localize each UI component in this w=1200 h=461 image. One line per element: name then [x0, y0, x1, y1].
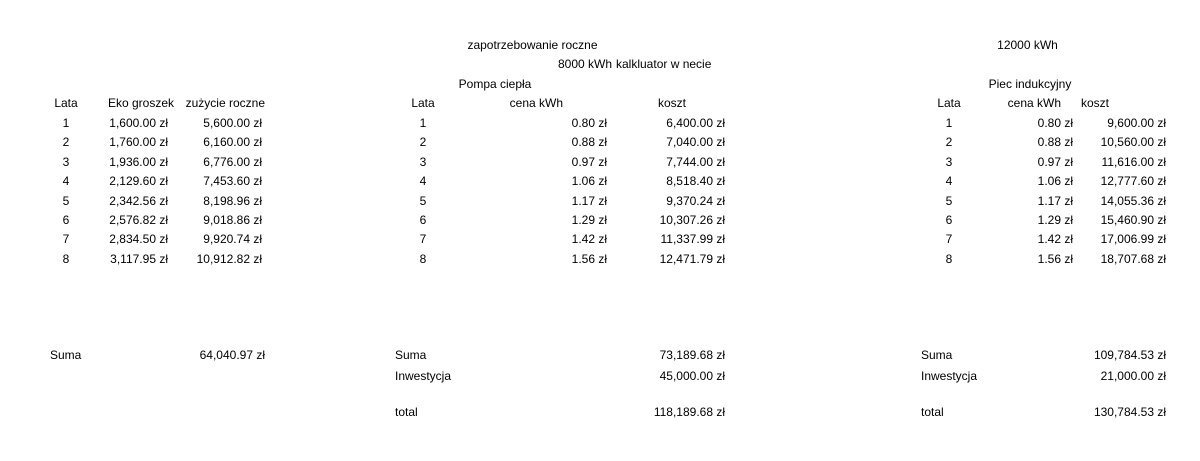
pompa-cost-cell: 12,471.79 zł — [659, 251, 725, 266]
piec-price-cell: 1.06 zł — [1037, 174, 1073, 189]
induction-furnace-title: Piec indukcyjny — [988, 77, 1072, 91]
eko-year-cell: 2 — [62, 135, 70, 150]
piec-price-cell: 0.97 zł — [1037, 154, 1073, 169]
pompa-cost-cell: 7,040.00 zł — [666, 135, 725, 150]
pompa-header-years: Lata — [411, 96, 435, 110]
pompa-price-cell: 0.97 zł — [571, 154, 607, 169]
piec-year-cell: 1 — [945, 116, 953, 130]
piec-cost-cell: 15,460.90 zł — [1100, 213, 1166, 227]
piec-cost-cell: 11,616.00 zł — [1101, 154, 1166, 169]
calculator-note: kalkluator w necie — [616, 57, 712, 71]
pompa-investment-label: Inwestycja — [395, 369, 452, 383]
heat-pump-title: Pompa ciepła — [458, 77, 532, 91]
pompa-year-cell: 7 — [419, 232, 427, 247]
pompa-header-cost: koszt — [658, 96, 687, 110]
eko-sum-value: 64,040.97 zł — [199, 348, 265, 362]
piec-cost-cell: 18,707.68 zł — [1100, 251, 1166, 266]
eko-coal-cell: 1,936.00 zł — [109, 154, 168, 169]
pompa-price-cell: 0.88 zł — [571, 135, 607, 150]
pompa-price-cell: 1.06 zł — [571, 174, 607, 189]
eko-year-cell: 7 — [62, 232, 70, 247]
eko-year-cell: 1 — [62, 116, 70, 130]
eko-usage-cell: 6,776.00 zł — [203, 154, 262, 169]
eko-coal-cell: 1,600.00 zł — [109, 116, 168, 130]
piec-header-years: Lata — [937, 96, 961, 110]
eko-coal-cell: 2,576.82 zł — [109, 213, 168, 227]
eko-coal-cell: 2,129.60 zł — [109, 174, 168, 189]
eko-coal-cell: 2,342.56 zł — [109, 193, 168, 208]
piec-header-cost: koszt — [1081, 96, 1110, 110]
pompa-total-value: 118,189.68 zł — [653, 405, 725, 419]
piec-year-cell: 3 — [945, 154, 953, 169]
pompa-price-cell: 1.56 zł — [571, 251, 607, 266]
piec-year-cell: 2 — [945, 135, 953, 150]
piec-header-price: cena kWh — [1007, 96, 1061, 110]
piec-year-cell: 6 — [945, 213, 953, 227]
pompa-header-price: cena kWh — [509, 96, 563, 110]
pompa-cost-cell: 8,518.40 zł — [666, 174, 725, 189]
pompa-cost-cell: 11,337.99 zł — [660, 232, 725, 247]
piec-price-cell: 0.88 zł — [1037, 135, 1073, 150]
eko-year-cell: 6 — [62, 213, 70, 227]
piec-price-cell: 1.29 zł — [1037, 213, 1073, 227]
piec-price-cell: 1.56 zł — [1037, 251, 1073, 266]
eko-header-annual-usage: zużycie roczne — [185, 96, 265, 110]
pompa-year-cell: 5 — [419, 193, 427, 208]
pompa-price-cell: 1.29 zł — [571, 213, 607, 227]
eko-header-years: Lata — [54, 96, 78, 110]
pompa-sum-label: Suma — [395, 348, 427, 362]
piec-cost-cell: 9,600.00 zł — [1107, 116, 1166, 130]
eko-usage-cell: 6,160.00 zł — [203, 135, 262, 150]
eko-usage-cell: 7,453.60 zł — [203, 174, 262, 189]
eko-usage-cell: 10,912.82 zł — [196, 251, 262, 266]
piec-price-cell: 1.17 zł — [1037, 193, 1073, 208]
pompa-year-cell: 4 — [419, 174, 427, 189]
annual-kwh-value: 12000 kWh — [997, 38, 1058, 52]
piec-cost-cell: 17,006.99 zł — [1100, 232, 1166, 247]
pompa-year-cell: 3 — [419, 154, 427, 169]
eko-usage-cell: 5,600.00 zł — [203, 116, 262, 130]
piec-price-cell: 0.80 zł — [1037, 116, 1073, 130]
eko-usage-cell: 9,018.86 zł — [203, 213, 262, 227]
piec-year-cell: 8 — [945, 251, 953, 266]
pompa-sum-value: 73,189.68 zł — [659, 348, 725, 362]
eko-sum-label: Suma — [50, 348, 82, 362]
eko-coal-cell: 2,834.50 zł — [109, 232, 168, 247]
piec-investment-label: Inwestycja — [921, 369, 978, 383]
piec-total-value: 130,784.53 zł — [1093, 405, 1166, 419]
pompa-year-cell: 2 — [419, 135, 427, 150]
eko-year-cell: 5 — [62, 193, 70, 208]
piec-sum-label: Suma — [921, 348, 953, 362]
piec-cost-cell: 12,777.60 zł — [1100, 174, 1166, 189]
piec-total-label: total — [921, 405, 944, 419]
pompa-year-cell: 1 — [419, 116, 427, 130]
eko-header-coal: Eko groszek — [107, 96, 174, 110]
piec-year-cell: 7 — [945, 232, 953, 247]
pompa-cost-cell: 7,744.00 zł — [666, 154, 725, 169]
pompa-year-cell: 6 — [419, 213, 427, 227]
eko-coal-cell: 3,117.95 zł — [110, 251, 168, 266]
pompa-year-cell: 8 — [419, 251, 427, 266]
pompa-price-cell: 0.80 zł — [571, 116, 607, 130]
eko-year-cell: 4 — [62, 174, 70, 189]
eko-usage-cell: 9,920.74 zł — [203, 232, 262, 247]
calculator-kwh-value: 8000 kWh — [557, 57, 612, 71]
pompa-price-cell: 1.42 zł — [571, 232, 607, 247]
eko-coal-cell: 1,760.00 zł — [109, 135, 168, 150]
pompa-investment-value: 45,000.00 zł — [659, 369, 725, 383]
piec-investment-value: 21,000.00 zł — [1100, 369, 1166, 383]
piec-year-cell: 5 — [945, 193, 953, 208]
piec-sum-value: 109,784.53 zł — [1093, 348, 1166, 362]
piec-cost-cell: 10,560.00 zł — [1100, 135, 1166, 150]
annual-demand-label: zapotrzebowanie roczne — [467, 38, 598, 52]
eko-year-cell: 3 — [62, 154, 70, 169]
pompa-price-cell: 1.17 zł — [571, 193, 607, 208]
pompa-cost-cell: 10,307.26 zł — [659, 213, 725, 227]
piec-year-cell: 4 — [945, 174, 953, 189]
pompa-cost-cell: 6,400.00 zł — [666, 116, 725, 130]
pompa-cost-cell: 9,370.24 zł — [666, 193, 725, 208]
piec-cost-cell: 14,055.36 zł — [1100, 193, 1166, 208]
eko-year-cell: 8 — [62, 251, 70, 266]
piec-price-cell: 1.42 zł — [1037, 232, 1073, 247]
pompa-total-label: total — [395, 405, 418, 419]
eko-usage-cell: 8,198.96 zł — [203, 193, 262, 208]
